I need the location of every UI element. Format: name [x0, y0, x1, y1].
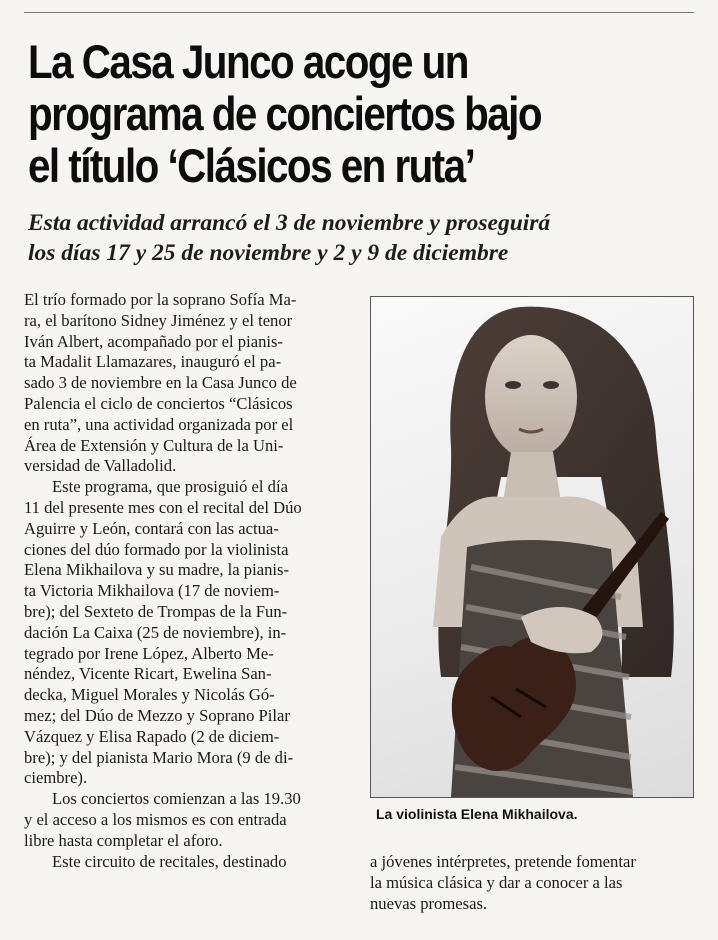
- headline-line: La Casa Junco acoge un: [28, 35, 468, 88]
- body-line: Los conciertos comienzan a las 19.30: [52, 789, 301, 809]
- body-line: El trío formado por la soprano Sofía Ma-: [24, 290, 297, 309]
- body-column-left: [24, 290, 342, 872]
- body-line: bre); y del pianista Mario Mora (9 de di-: [24, 747, 294, 767]
- body-line: decka, Miguel Morales y Nicolás Gó-: [24, 685, 275, 705]
- body-line: la música clásica y dar a conocer a las: [370, 872, 623, 892]
- subhead-line: Esta actividad arrancó el 3 de noviembre y proseguirá: [28, 210, 551, 236]
- body-line: Iván Albert, acompañado por el pianis-: [24, 331, 283, 351]
- body-line: néndez, Vicente Ricart, Ewelina San-: [24, 664, 272, 684]
- photo-caption: La violinista Elena Mikhailova.: [376, 806, 578, 822]
- body-line: ta Victoria Mikhailova (17 de noviem-: [24, 581, 280, 601]
- violinist-photo: [370, 296, 694, 798]
- body-line: mez; del Dúo de Mezzo y Soprano Pilar: [24, 705, 290, 725]
- body-column-right: [370, 852, 700, 914]
- body-line: y el acceso a los mismos es con entrada: [24, 809, 287, 829]
- body-line: Este circuito de recitales, destinado: [52, 851, 287, 871]
- headline: [28, 36, 604, 192]
- body-line: sado 3 de noviembre en la Casa Junco de: [24, 373, 297, 393]
- body-line: libre hasta completar el aforo.: [24, 830, 223, 850]
- body-line: en ruta”, una actividad organizada por el: [24, 414, 294, 434]
- subheadline: [28, 208, 708, 268]
- body-line: Este programa, que prosiguió el día: [52, 477, 288, 497]
- subhead-line: los días 17 y 25 de noviembre y 2 y 9 de diciembre: [28, 240, 509, 266]
- body-line: nuevas promesas.: [370, 893, 488, 913]
- body-line: Elena Mikhailova y su madre, la pianis-: [24, 560, 289, 580]
- body-line: tegrado por Irene López, Alberto Me-: [24, 643, 274, 663]
- body-line: ciembre).: [24, 768, 88, 788]
- body-line: bre); del Sexteto de Trompas de la Fun-: [24, 601, 288, 621]
- body-line: ta Madalit Llamazares, inauguró el pa-: [24, 352, 282, 372]
- body-line: Área de Extensión y Cultura de la Uni-: [24, 435, 284, 455]
- body-line: Aguirre y León, contará con las actua-: [24, 518, 279, 538]
- headline-line: el título ‘Clásicos en ruta’: [28, 139, 475, 192]
- neck-shape: [503, 452, 561, 502]
- body-line: ciones del dúo formado por la violinista: [24, 539, 289, 559]
- body-line: dación La Caixa (25 de noviembre), in-: [24, 622, 287, 642]
- body-line: ra, el barítono Sidney Jiménez y el tenor: [24, 310, 293, 330]
- body-line: Palencia el ciclo de conciertos “Clásicos: [24, 393, 293, 413]
- body-line: versidad de Valladolid.: [24, 456, 177, 476]
- body-line: Vázquez y Elisa Rapado (2 de diciem-: [24, 726, 280, 746]
- top-rule: [24, 12, 694, 13]
- body-line: a jóvenes intérpretes, pretende fomentar: [370, 852, 636, 871]
- headline-line: programa de conciertos bajo: [28, 87, 542, 140]
- face-shape: [485, 335, 577, 459]
- violinist-illustration: [371, 297, 693, 797]
- body-line: 11 del presente mes con el recital del Dúo: [24, 497, 302, 517]
